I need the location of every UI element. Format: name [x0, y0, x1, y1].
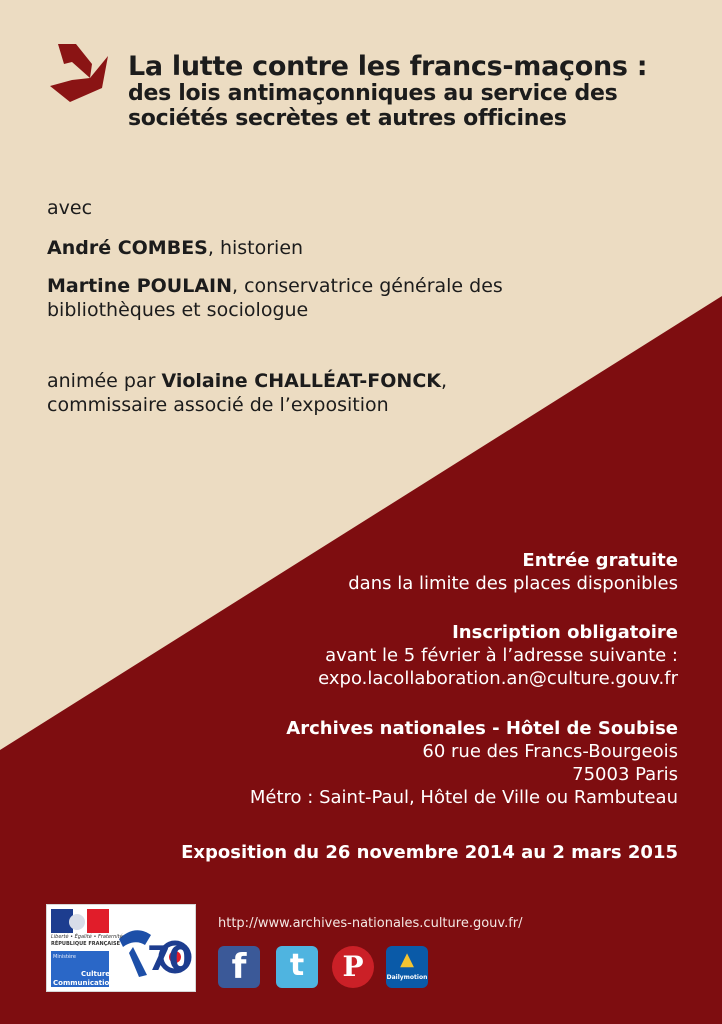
website-link[interactable]: http://www.archives-nationales.culture.gouv.fr/	[218, 916, 523, 931]
dailymotion-icon[interactable]	[386, 946, 428, 988]
venue-title: Archives nationales - Hôtel de Soubise	[286, 718, 678, 739]
moderator-name: Violaine CHALLÉAT-FONCK	[161, 370, 441, 392]
registration-detail: avant le 5 février à l’adresse suivante :	[325, 645, 678, 667]
venue-city: 75003 Paris	[572, 764, 678, 786]
twitter-glyph: t	[289, 948, 305, 983]
title-line-1: La lutte contre les francs-maçons :	[128, 51, 648, 82]
entry-info	[348, 549, 678, 595]
pinterest-icon[interactable]	[332, 946, 374, 988]
facebook-glyph: f	[231, 947, 247, 987]
dailymotion-label: Dailymotion	[386, 974, 428, 981]
venue-street: 60 rue des Francs-Bourgeois	[422, 741, 678, 763]
twitter-icon[interactable]	[276, 946, 318, 988]
speaker-poulain	[47, 275, 607, 323]
speaker-role: , historien	[207, 237, 304, 259]
logo-culture: Culture	[81, 970, 111, 978]
logo-motto: Liberté • Égalité • Fraternité	[51, 934, 123, 940]
anniversary-logo: 70	[147, 939, 191, 979]
dailymotion-glyph: ▲	[400, 949, 414, 970]
logo-ministry: Ministère	[53, 954, 76, 960]
event-title	[128, 52, 708, 131]
speaker-name: Martine POULAIN	[47, 275, 233, 297]
exhibition-info	[181, 841, 678, 864]
registration-info	[318, 621, 678, 690]
facebook-icon[interactable]	[218, 946, 260, 988]
registration-title: Inscription obligatoire	[452, 622, 678, 643]
entry-title: Entrée gratuite	[522, 550, 678, 571]
venue-info	[250, 717, 678, 809]
entry-detail: dans la limite des places disponibles	[348, 573, 678, 595]
registration-email[interactable]: expo.lacollaboration.an@culture.gouv.fr	[318, 668, 678, 690]
moderator	[47, 370, 607, 418]
speaker-combes	[47, 237, 303, 261]
title-line-3: sociétés secrètes et autres officines	[128, 105, 567, 131]
speakers-intro: avec	[47, 197, 93, 219]
title-line-2: des lois antimaçonniques au service des	[128, 81, 618, 107]
venue-metro: Métro : Saint-Paul, Hôtel de Ville ou Rambuteau	[249, 787, 678, 809]
moderator-suffix: ,	[441, 370, 448, 392]
speaker-name: André COMBES	[47, 237, 208, 259]
ministry-logo	[46, 904, 196, 992]
moderator-intro: animée par	[47, 370, 162, 392]
pinterest-glyph: P	[342, 950, 364, 983]
logo-communication: Communication	[53, 979, 115, 987]
speaker-role: , conservatrice générale des	[232, 275, 503, 297]
logo-republic: RÉPUBLIQUE FRANÇAISE	[51, 941, 121, 947]
archives-arrow-icon	[50, 44, 110, 102]
moderator-role: commissaire associé de l’exposition	[47, 393, 389, 416]
exhibition-dates: Exposition du 26 novembre 2014 au 2 mars 2015	[181, 842, 678, 863]
speaker-role-cont: bibliothèques et sociologue	[47, 298, 309, 321]
